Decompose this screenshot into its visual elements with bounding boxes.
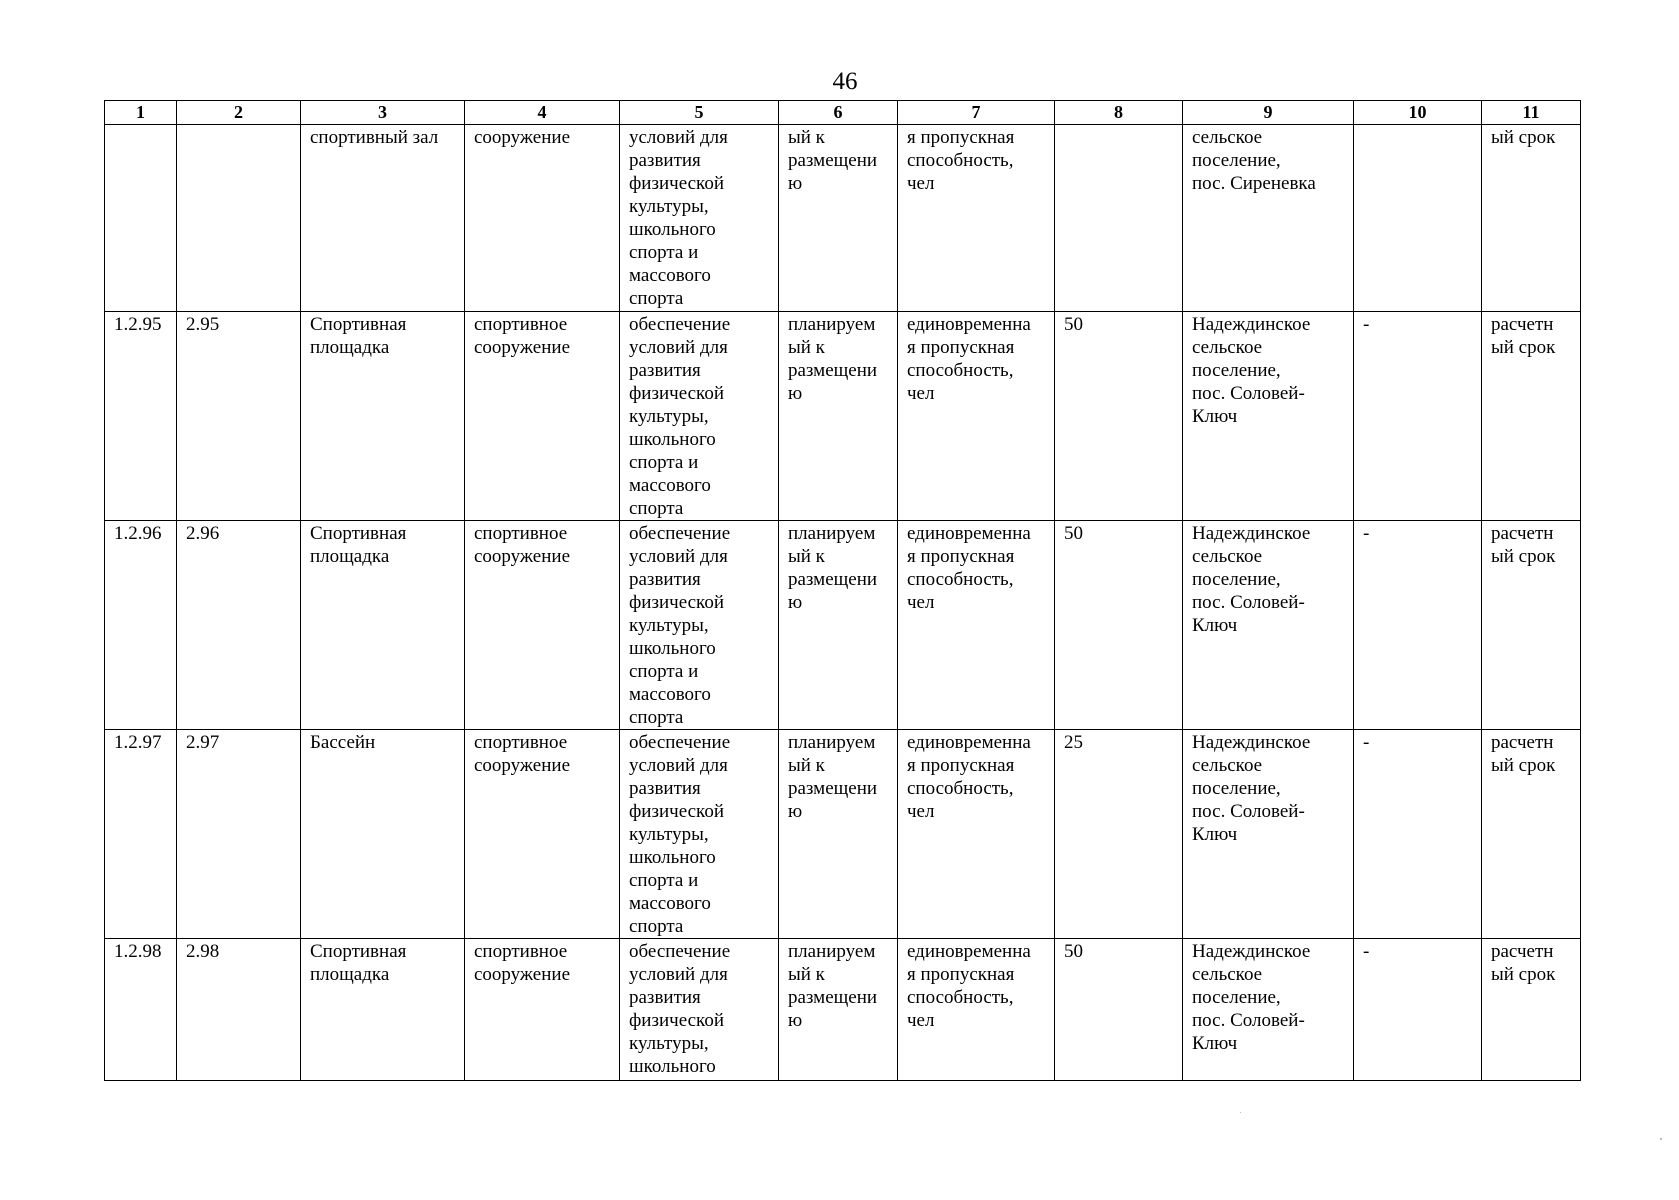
cell-line: спортивное (474, 314, 568, 335)
cell-text: 50 (1064, 314, 1083, 335)
cell-line: физической (629, 173, 724, 194)
cell-line: ый к (788, 546, 825, 567)
column-number: 8 (1055, 101, 1183, 125)
cell-line: спортивное (474, 732, 568, 753)
cell-line: поселение, (1192, 778, 1281, 799)
purpose-cell (620, 125, 779, 312)
cell-line: сооружение (474, 546, 571, 567)
cell-line: единовременна (907, 523, 1031, 544)
cell-text: Спортивная площадка (310, 941, 407, 985)
capacity-cell (1055, 521, 1183, 730)
cell-line: пос. Сиреневка (1192, 173, 1316, 194)
column-number: 11 (1482, 101, 1581, 125)
cell-line: единовременна (907, 732, 1031, 753)
cell-line: ый срок (1491, 964, 1556, 985)
zone-cell (1354, 730, 1482, 939)
purpose-cell (620, 730, 779, 939)
cell-text: 1.2.96 (114, 523, 162, 544)
location-cell (1183, 730, 1354, 939)
object-name-cell (301, 312, 465, 521)
column-number: 1 (105, 101, 177, 125)
cell-line: способность, (907, 569, 1014, 590)
cell-line: развития (629, 150, 701, 171)
column-number: 7 (898, 101, 1055, 125)
row-number-cell (105, 730, 177, 939)
cell-line: ый срок (1491, 755, 1556, 776)
cell-line: ый срок (1491, 546, 1556, 567)
object-type-cell (465, 939, 620, 1081)
scan-speck (1240, 1112, 1241, 1113)
capacity-cell (1055, 125, 1183, 312)
purpose-cell (620, 312, 779, 521)
item-number-cell (177, 521, 301, 730)
cell-line: чел (907, 173, 935, 194)
cell-line: развития (629, 778, 701, 799)
cell-line: развития (629, 569, 701, 590)
cell-line: физической (629, 1010, 724, 1031)
cell-line: ый к (788, 337, 825, 358)
row-number-cell (105, 939, 177, 1081)
cell-line: размещени (788, 360, 878, 381)
cell-line: массового (629, 684, 711, 705)
cell-line: единовременна (907, 314, 1031, 335)
cell-line: школьного (629, 638, 716, 659)
location-cell (1183, 939, 1354, 1081)
cell-line: ый к (788, 755, 825, 776)
column-number: 5 (620, 101, 779, 125)
cell-line: Ключ (1192, 824, 1238, 845)
cell-line: массового (629, 893, 711, 914)
data-table (104, 100, 1581, 1081)
cell-line: пос. Соловей- (1192, 801, 1305, 822)
zone-cell (1354, 521, 1482, 730)
cell-line: сооружение (474, 755, 571, 776)
table-body (105, 125, 1581, 1081)
row-number-cell (105, 312, 177, 521)
cell-line: условий для (629, 964, 728, 985)
column-number: 2 (177, 101, 301, 125)
cell-line: школьного (629, 219, 716, 240)
object-type-cell (465, 125, 620, 312)
cell-line: чел (907, 801, 935, 822)
cell-line: школьного (629, 847, 716, 868)
cell-text: - (1363, 941, 1370, 962)
cell-line: поселение, (1192, 987, 1281, 1008)
object-name-cell (301, 125, 465, 312)
zone-cell (1354, 312, 1482, 521)
cell-line: способность, (907, 987, 1014, 1008)
cell-line: планируем (788, 732, 876, 753)
cell-line: спорта и (629, 661, 699, 682)
cell-line: условий для (629, 755, 728, 776)
term-cell (1482, 125, 1581, 312)
cell-text: 2.98 (186, 941, 220, 962)
cell-text: 1.2.98 (114, 941, 162, 962)
cell-line: Надеждинское (1192, 314, 1311, 335)
term-cell (1482, 312, 1581, 521)
cell-line: обеспечение (629, 941, 731, 962)
cell-line: спорта и (629, 242, 699, 263)
object-type-cell (465, 312, 620, 521)
cell-line: поселение, (1192, 150, 1281, 171)
object-type-cell (465, 730, 620, 939)
object-name-cell (301, 939, 465, 1081)
cell-line: обеспечение (629, 732, 731, 753)
table-row (105, 939, 1581, 1081)
term-cell (1482, 521, 1581, 730)
cell-line: Надеждинское (1192, 732, 1311, 753)
column-number: 3 (301, 101, 465, 125)
cell-line: расчетн (1491, 314, 1554, 335)
cell-line: сельское (1192, 755, 1263, 776)
term-cell (1482, 730, 1581, 939)
cell-line: сооружение (474, 337, 571, 358)
cell-line: культуры, (629, 196, 709, 217)
parameter-cell (898, 312, 1055, 521)
zone-cell (1354, 939, 1482, 1081)
row-number-cell (105, 521, 177, 730)
cell-line: условий для (629, 127, 728, 148)
cell-text: 1.2.97 (114, 732, 162, 753)
page-number: 46 (832, 68, 858, 95)
cell-line: размещени (788, 778, 878, 799)
cell-line: физической (629, 801, 724, 822)
cell-line: способность, (907, 150, 1014, 171)
cell-text: 50 (1064, 523, 1083, 544)
cell-line: культуры, (629, 406, 709, 427)
parameter-cell (898, 125, 1055, 312)
cell-line: способность, (907, 778, 1014, 799)
cell-line: массового (629, 265, 711, 286)
status-cell (779, 125, 898, 312)
cell-line: единовременна (907, 941, 1031, 962)
cell-line: ый к (788, 127, 825, 148)
cell-line: планируем (788, 523, 876, 544)
parameter-cell (898, 521, 1055, 730)
capacity-cell (1055, 312, 1183, 521)
cell-line: культуры, (629, 1033, 709, 1054)
cell-line: спортивное (474, 523, 568, 544)
cell-text: Спортивная площадка (310, 523, 407, 567)
cell-line: сельское (1192, 337, 1263, 358)
cell-line: расчетн (1491, 941, 1554, 962)
cell-line: физической (629, 383, 724, 404)
cell-line: пос. Соловей- (1192, 592, 1305, 613)
cell-line: Ключ (1192, 615, 1238, 636)
cell-line: чел (907, 1010, 935, 1031)
cell-line: ю (788, 383, 803, 404)
cell-text: 50 (1064, 941, 1083, 962)
table-row (105, 125, 1581, 312)
cell-line: развития (629, 360, 701, 381)
parameter-cell (898, 730, 1055, 939)
cell-line: размещени (788, 150, 878, 171)
cell-line: чел (907, 592, 935, 613)
cell-line: поселение, (1192, 360, 1281, 381)
cell-line: сооружение (474, 964, 571, 985)
cell-line: ый срок (1491, 127, 1556, 148)
cell-text: 2.95 (186, 314, 220, 335)
cell-line: спорта (629, 498, 684, 519)
cell-line: поселение, (1192, 569, 1281, 590)
cell-line: я пропускная (907, 546, 1015, 567)
cell-text: 2.97 (186, 732, 220, 753)
location-cell (1183, 125, 1354, 312)
cell-text: 25 (1064, 732, 1083, 753)
cell-line: размещени (788, 569, 878, 590)
cell-line: обеспечение (629, 523, 731, 544)
cell-line: ю (788, 592, 803, 613)
cell-line: условий для (629, 546, 728, 567)
cell-text: Спортивная площадка (310, 314, 407, 358)
table-row (105, 521, 1581, 730)
cell-line: спорта (629, 916, 684, 937)
cell-line: сельское (1192, 127, 1263, 148)
cell-line: расчетн (1491, 732, 1554, 753)
cell-line: физической (629, 592, 724, 613)
column-number: 6 (779, 101, 898, 125)
cell-line: сельское (1192, 964, 1263, 985)
cell-text: спортивный зал (310, 127, 439, 148)
column-number: 4 (465, 101, 620, 125)
cell-text: 2.96 (186, 523, 220, 544)
term-cell (1482, 939, 1581, 1081)
cell-line: Надеждинское (1192, 941, 1311, 962)
cell-line: способность, (907, 360, 1014, 381)
cell-line: культуры, (629, 824, 709, 845)
capacity-cell (1055, 939, 1183, 1081)
cell-line: Надеждинское (1192, 523, 1311, 544)
purpose-cell (620, 521, 779, 730)
parameter-cell (898, 939, 1055, 1081)
object-type-cell (465, 521, 620, 730)
column-number-row (105, 101, 1581, 125)
cell-line: ый срок (1491, 337, 1556, 358)
cell-line: спорта (629, 707, 684, 728)
table-row (105, 312, 1581, 521)
cell-line: школьного (629, 1056, 716, 1077)
cell-text: Бассейн (310, 732, 376, 753)
cell-line: спорта (629, 288, 684, 309)
cell-line: массового (629, 475, 711, 496)
column-number: 9 (1183, 101, 1354, 125)
capacity-cell (1055, 730, 1183, 939)
cell-line: чел (907, 383, 935, 404)
cell-line: условий для (629, 337, 728, 358)
item-number-cell (177, 730, 301, 939)
scan-speck (1660, 1138, 1662, 1140)
cell-text: - (1363, 732, 1370, 753)
status-cell (779, 521, 898, 730)
purpose-cell (620, 939, 779, 1081)
table-row (105, 730, 1581, 939)
object-name-cell (301, 730, 465, 939)
cell-line: ю (788, 801, 803, 822)
cell-text: - (1363, 314, 1370, 335)
cell-line: размещени (788, 987, 878, 1008)
column-number: 10 (1354, 101, 1482, 125)
cell-line: я пропускная (907, 964, 1015, 985)
cell-line: спорта и (629, 452, 699, 473)
cell-text: - (1363, 523, 1370, 544)
cell-text: 1.2.95 (114, 314, 162, 335)
item-number-cell (177, 312, 301, 521)
cell-line: сельское (1192, 546, 1263, 567)
row-number-cell (105, 125, 177, 312)
cell-text: сооружение (474, 127, 571, 148)
cell-line: обеспечение (629, 314, 731, 335)
cell-line: я пропускная (907, 337, 1015, 358)
status-cell (779, 939, 898, 1081)
cell-line: я пропускная (907, 127, 1015, 148)
cell-line: ю (788, 173, 803, 194)
cell-line: спорта и (629, 870, 699, 891)
cell-line: культуры, (629, 615, 709, 636)
cell-line: спортивное (474, 941, 568, 962)
cell-line: школьного (629, 429, 716, 450)
object-name-cell (301, 521, 465, 730)
status-cell (779, 312, 898, 521)
cell-line: я пропускная (907, 755, 1015, 776)
cell-line: ый к (788, 964, 825, 985)
cell-line: развития (629, 987, 701, 1008)
cell-line: Ключ (1192, 1033, 1238, 1054)
zone-cell (1354, 125, 1482, 312)
cell-line: планируем (788, 941, 876, 962)
cell-line: Ключ (1192, 406, 1238, 427)
cell-line: расчетн (1491, 523, 1554, 544)
cell-line: пос. Соловей- (1192, 383, 1305, 404)
item-number-cell (177, 939, 301, 1081)
cell-line: пос. Соловей- (1192, 1010, 1305, 1031)
cell-line: ю (788, 1010, 803, 1031)
location-cell (1183, 521, 1354, 730)
cell-line: планируем (788, 314, 876, 335)
item-number-cell (177, 125, 301, 312)
status-cell (779, 730, 898, 939)
location-cell (1183, 312, 1354, 521)
